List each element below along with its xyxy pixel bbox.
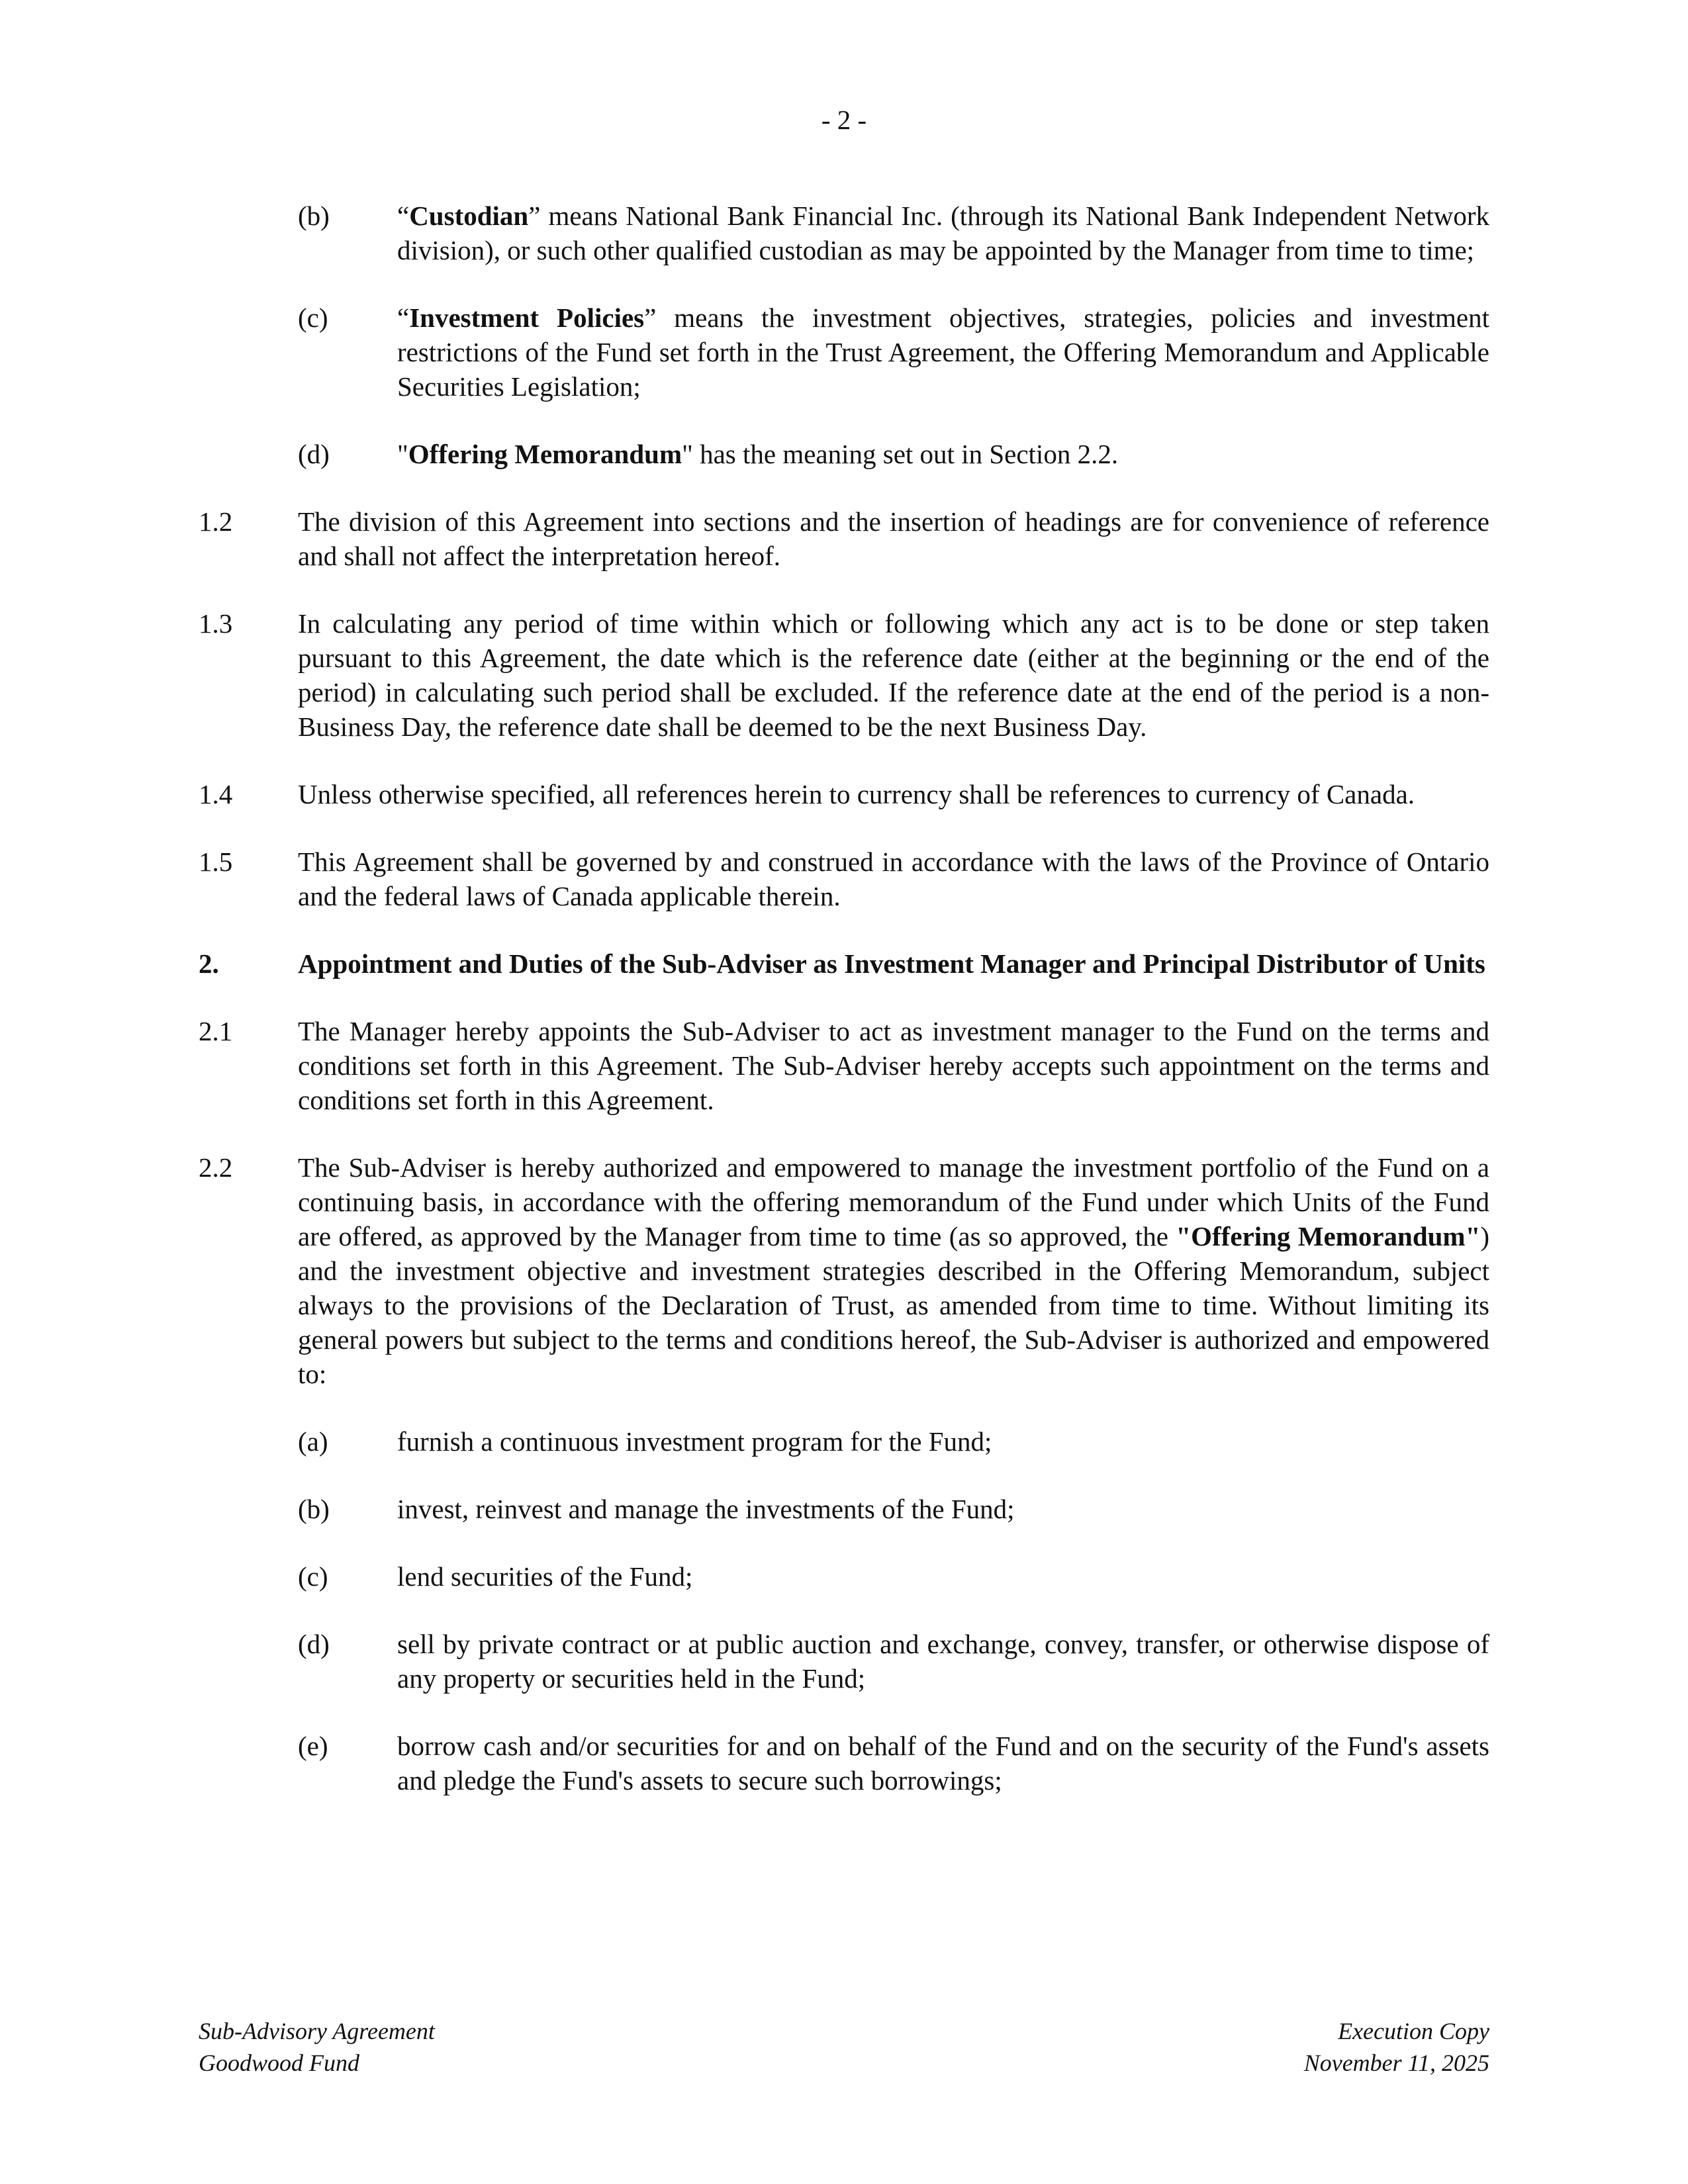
section-text: This Agreement shall be governed by and construed in accordance with the laws of the Province of Ontario and the federal laws of Canada applicable therein. <box>298 846 1489 911</box>
footer-agreement-title: Sub-Advisory Agreement <box>199 2018 435 2044</box>
power-marker: (d) <box>298 1629 330 1659</box>
section-1-3 <box>199 606 1489 744</box>
defined-term: Investment Policies <box>409 302 645 333</box>
footer-fund-name: Goodwood Fund <box>199 2050 359 2076</box>
power-text: sell by private contract or at public auction and exchange, convey, transfer, or otherwise dispose of any property or securities held in the Fund; <box>397 1629 1489 1694</box>
power-text: lend securities of the Fund; <box>397 1561 693 1592</box>
definition-marker: (b) <box>298 201 330 231</box>
power-text: borrow cash and/or securities for and on behalf of the Fund and on the security of the Fund's assets and pledge the Fund's assets to secure such borrowings; <box>397 1731 1489 1796</box>
section-1-2 <box>199 504 1489 573</box>
section-number: 1.4 <box>199 779 233 809</box>
defined-term: Custodian <box>409 201 529 231</box>
footer-right <box>1304 2015 1489 2079</box>
section-heading-2 <box>199 946 1489 981</box>
power-text: furnish a continuous investment program for the Fund; <box>397 1426 992 1457</box>
section-number: 2.2 <box>199 1152 233 1183</box>
heading-number: 2. <box>199 948 219 979</box>
definition-item <box>199 437 1489 471</box>
section-number: 1.3 <box>199 608 233 639</box>
section-text: Unless otherwise specified, all references herein to currency shall be references to currency of Canada. <box>298 779 1415 809</box>
power-marker: (a) <box>298 1426 328 1457</box>
section-1-5 <box>199 844 1489 913</box>
section-number: 1.5 <box>199 846 233 877</box>
section-number: 2.1 <box>199 1016 233 1046</box>
section-1-4 <box>199 777 1489 811</box>
page-number: - 2 - <box>821 105 867 135</box>
section-number: 1.2 <box>199 506 233 537</box>
power-item <box>199 1424 1489 1459</box>
defined-term: "Offering Memorandum" <box>1176 1221 1481 1251</box>
defined-term: Offering Memorandum <box>408 439 682 469</box>
power-marker: (c) <box>298 1561 328 1592</box>
heading-title: Appointment and Duties of the Sub-Adviser as Investment Manager and Principal Distributor of Units <box>298 948 1485 979</box>
section-2-2 <box>199 1150 1489 1391</box>
definition-marker: (d) <box>298 439 330 469</box>
definition-marker: (c) <box>298 302 328 333</box>
section-2-1 <box>199 1014 1489 1117</box>
power-marker: (b) <box>298 1494 330 1524</box>
definition-item <box>199 199 1489 267</box>
power-item <box>199 1559 1489 1594</box>
footer-left <box>199 2015 435 2079</box>
definition-text: “Custodian” means National Bank Financial Inc. (through its National Bank Independent Network division), or such other qualified custodian as may be appointed by the Manager from time to time; <box>397 201 1489 265</box>
power-item <box>199 1729 1489 1797</box>
section-text: The division of this Agreement into sections and the insertion of headings are for convenience of reference and shall not affect the interpretation hereof. <box>298 506 1489 571</box>
definition-item <box>199 300 1489 404</box>
document-body <box>199 199 1489 1797</box>
definition-text: "Offering Memorandum" has the meaning set out in Section 2.2. <box>397 439 1119 469</box>
section-text: In calculating any period of time within which or following which any act is to be done or step taken pursuant to this Agreement, the date which is the reference date (either at the beginning or the end of the period) in calculating such period shall be excluded. If the reference date at the end of the period is a non-Business Day, the reference date shall be deemed to be the next Business Day. <box>298 608 1489 742</box>
footer-copy-label: Execution Copy <box>1338 2018 1489 2044</box>
power-item <box>199 1492 1489 1526</box>
section-text: The Manager hereby appoints the Sub-Adviser to act as investment manager to the Fund on the terms and conditions set forth in this Agreement. The Sub-Adviser hereby accepts such appointment on the terms and conditions set forth in this Agreement. <box>298 1016 1489 1115</box>
footer-date: November 11, 2025 <box>1303 2050 1489 2076</box>
section-text: The Sub-Adviser is hereby authorized and empowered to manage the investment portfolio of the Fund on a continuing basis, in accordance with the offering memorandum of the Fund under which Units of the Fund are offered, as approved by the Manager from time to time (as so approved, the "Offering Memorandum") and the investment objective and investment strategies described in the Offering Memorandum, subject always to the provisions of the Declaration of Trust, as amended from time to time. Without limiting its general powers but subject to the terms and conditions hereof, the Sub-Adviser is authorized and empowered to: <box>298 1152 1489 1389</box>
power-marker: (e) <box>298 1731 328 1761</box>
power-item <box>199 1627 1489 1696</box>
definition-text: “Investment Policies” means the investment objectives, strategies, policies and investment restrictions of the Fund set forth in the Trust Agreement, the Offering Memorandum and Applicable Securities Legislation; <box>397 302 1490 402</box>
power-text: invest, reinvest and manage the investments of the Fund; <box>397 1494 1015 1524</box>
